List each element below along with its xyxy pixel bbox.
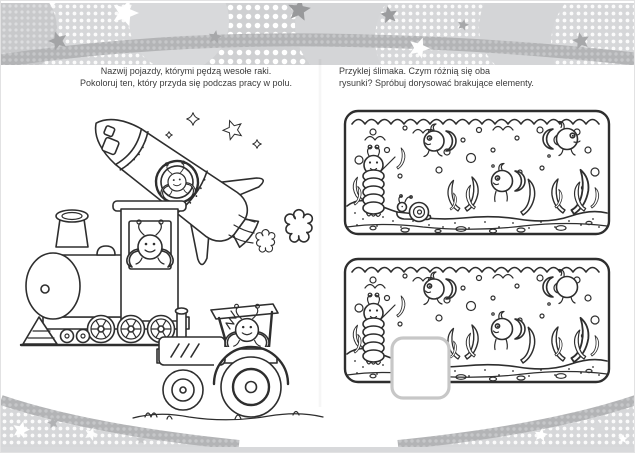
decorative-top-border [1,3,635,65]
right-instructions [339,65,601,89]
locomotive-drawing [21,201,189,345]
right-instruction-line-1: Przyklej ślimaka. Czym różnią się oba [339,66,491,76]
vehicles-coloring-drawing [9,97,324,437]
snail-shell [410,203,429,222]
exhaust-pipe [177,312,186,338]
page-fold-line [318,59,322,407]
left-instruction-line-1: Nazwij pojazdy, którymi pędzą wesołe raki. [100,66,272,76]
rocket-stars [166,113,262,149]
sticker-placeholder [392,338,449,398]
aquarium-scene-top [343,109,611,239]
tractor-roof [211,304,278,319]
bottom-left-wedge [1,400,239,448]
left-instruction-line-2: Pokoloruj ten, który przyda się podczas pracy w polu. [79,78,293,88]
bottom-right-wedge [398,400,635,448]
aquarium-scene-bottom [343,257,611,405]
right-instruction-line-2: rysunki? Spróbuj dorysować brakujące elementy. [339,78,534,88]
left-instructions [57,65,315,89]
page-bottom-edge [1,447,634,452]
decorative-bottom-border [1,390,635,448]
